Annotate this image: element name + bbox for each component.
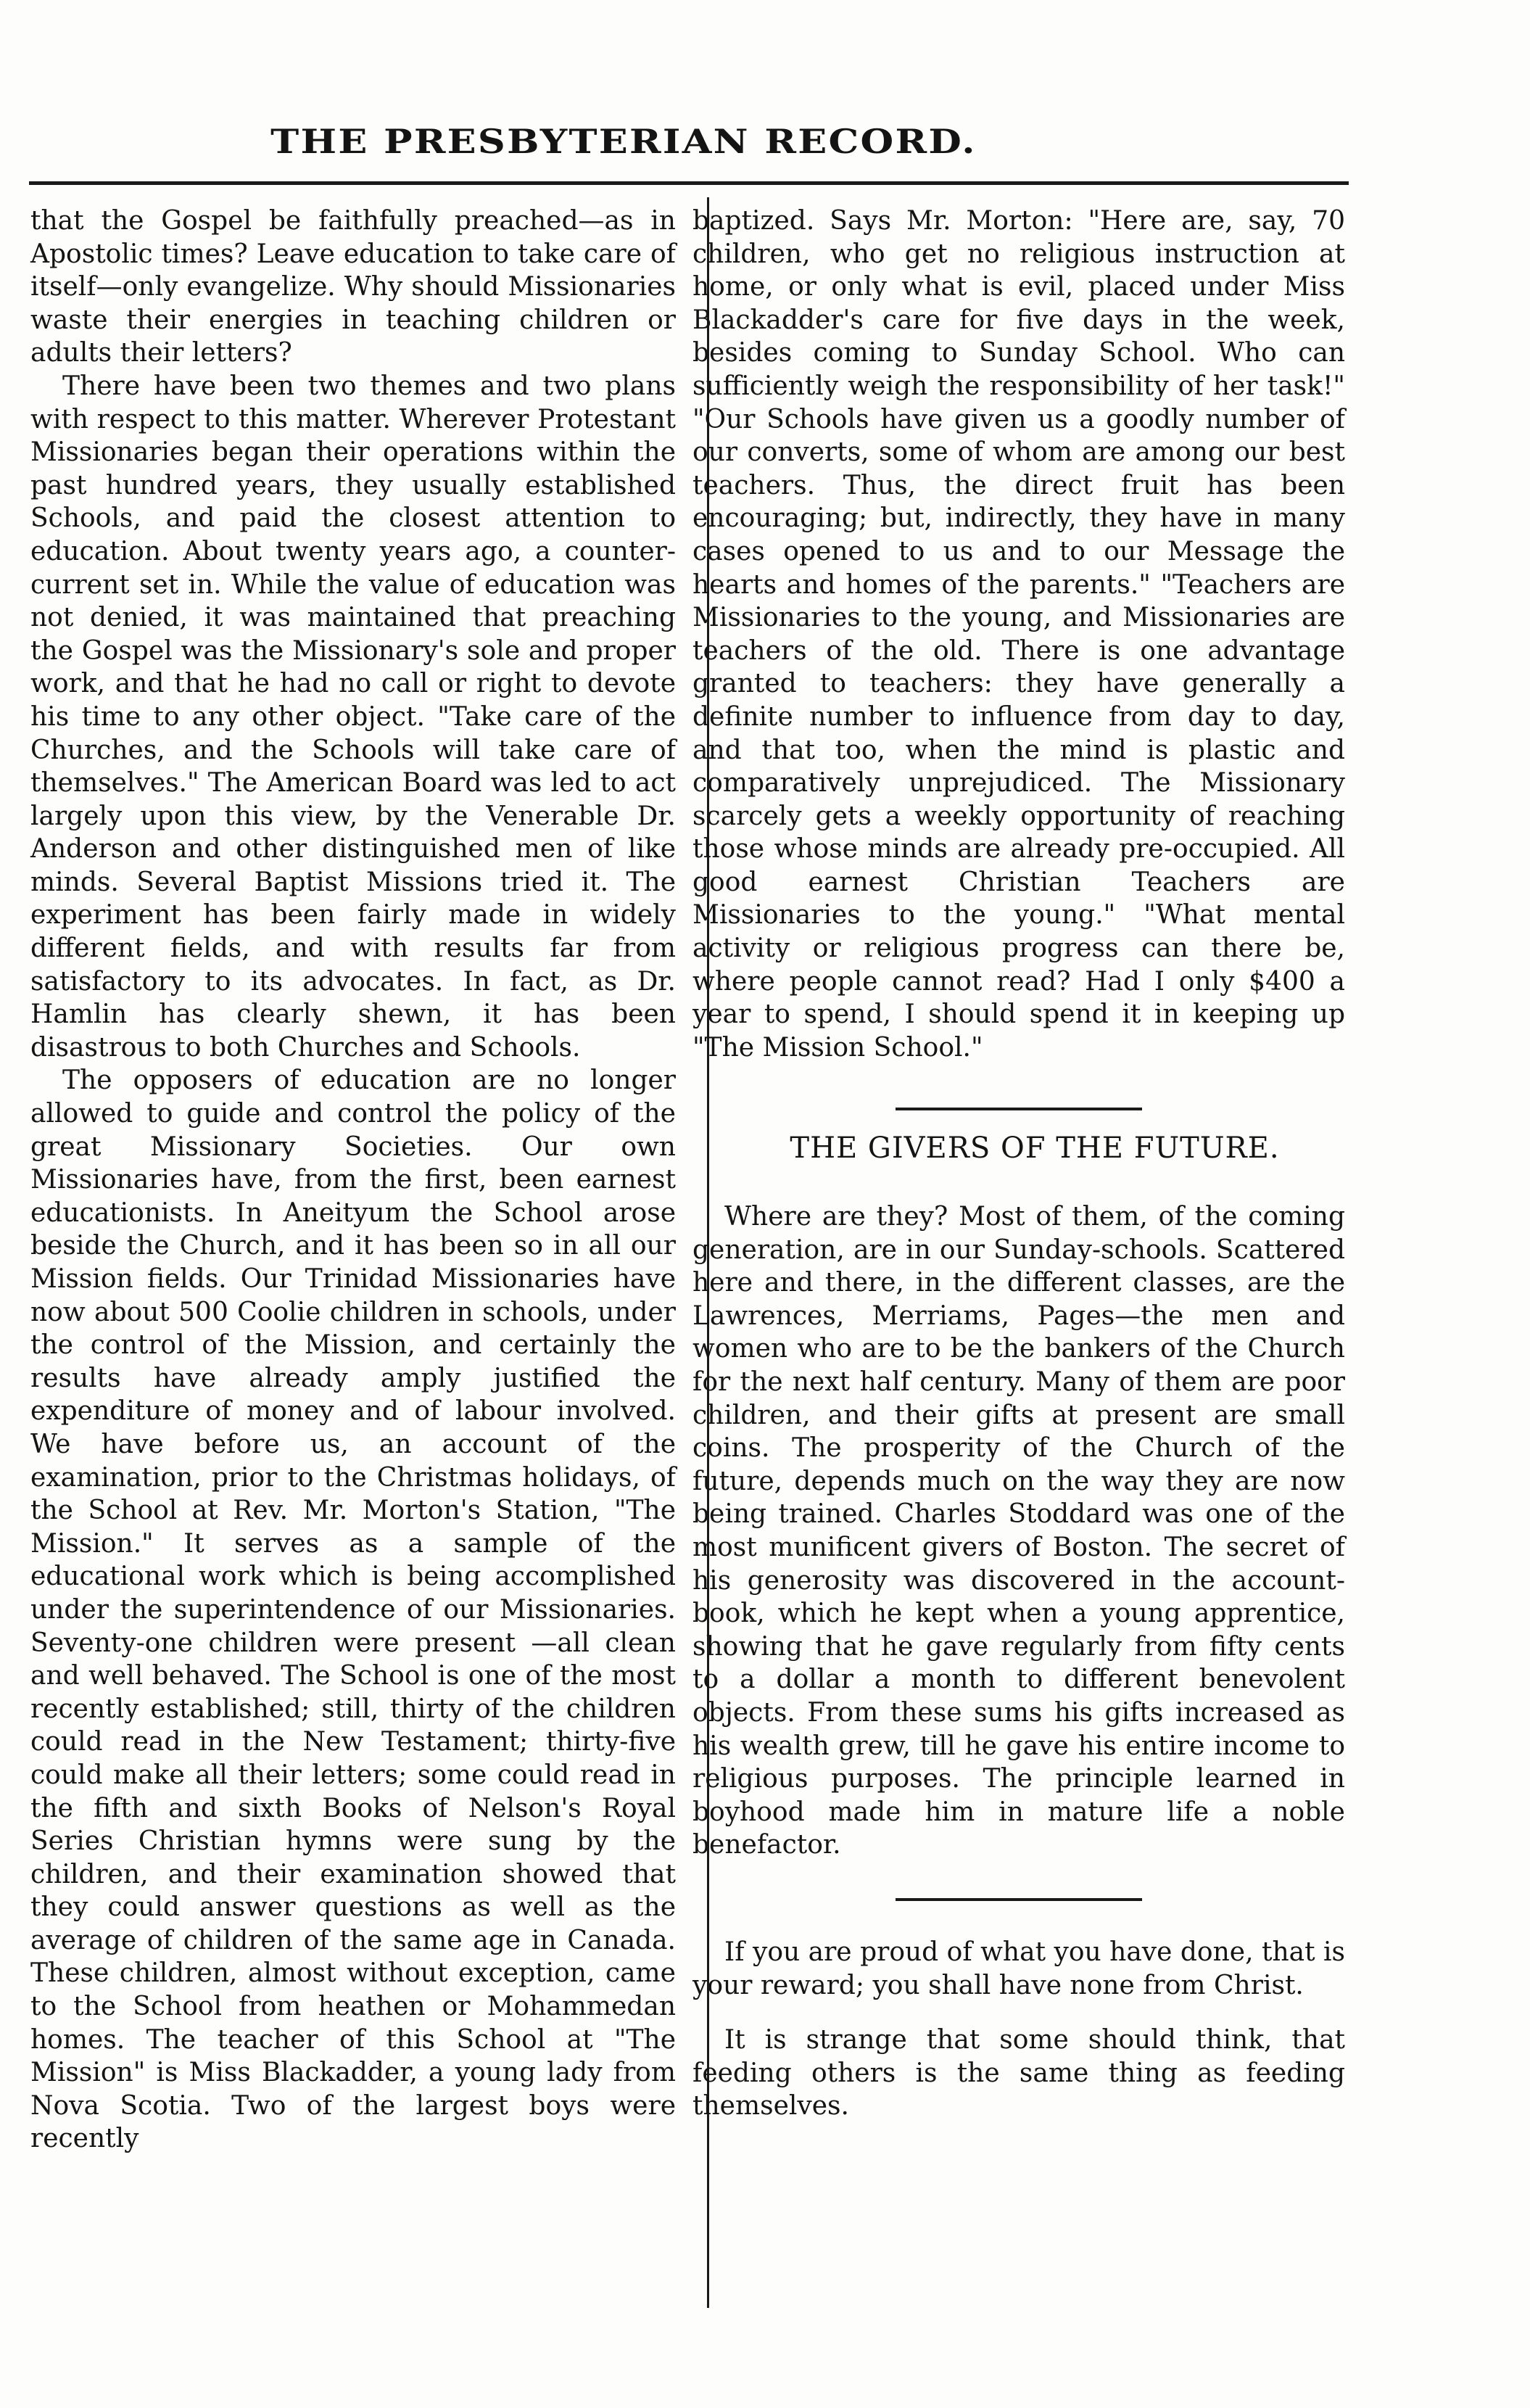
right-paragraph-4: It is strange that some should think, that feeding others is the same thing as feeding themselves. xyxy=(692,2025,1345,2122)
header-rule xyxy=(29,181,1349,185)
left-paragraph-2: There have been two themes and two plans with respect to this matter. Wherever Protestant Missionaries began their operations within the past hundred years, they usually established Schools, and paid the closest attention to education. About twenty years ago, a counter-current set in. While the value of education was not denied, it was maintained that preaching the Gospel was the Missionary's sole and proper work, and that he had no call or right to devote his time to any other object. "Take care of the Churches, and the Schools will take care of themselves." The American Board was led to act largely upon this view, by the Venerable Dr. Anderson and other distinguished men of like minds. Several Baptist Missions tried it. The experiment has been fairly made in widely different fields, and with results far from satisfactory to its advocates. In fact, as Dr. Hamlin has clearly shewn, it has been disastrous to both Churches and Schools. xyxy=(30,371,676,1063)
right-paragraph-1: baptized. Says Mr. Morton: "Here are, say, 70 children, who get no religious instruction at home, or only what is evil, placed under Miss Blackadder's care for five days in the week, besides coming to Sunday School. Who can sufficiently weigh the responsibility of her task!" "Our Schools have given us a goodly number of our converts, some of whom are among our best teachers. Thus, the direct fruit has been encouraging; but, indirectly, they have in many cases opened to us and to our Message the hearts and homes of the parents." "Teachers are Missionaries to the young, and Missionaries are teachers of the old. There is one advantage granted to teachers: they have generally a definite number to influence from day to day, and that too, when the mind is plastic and comparatively unprejudiced. The Missionary scarcely gets a weekly opportunity of reaching those whose minds are already pre-occupied. All good earnest Christian Teachers are Missionaries to the young." "What mental activity or religious progress can there be, where people cannot read? Had I only $400 a year to spend, I should spend it in keeping up "The Mission School." xyxy=(692,206,1345,1063)
masthead-title: THE PRESBYTERIAN RECORD. xyxy=(270,122,977,161)
right-paragraph-2: Where are they? Most of them, of the coming generation, are in our Sunday-schools. Scattered here and there, in the different classes, are the Lawrences, Merriams, Pages—the men and women who are to be the bankers of the Church for the next half century. Many of them are poor children, and their gifts at present are small coins. The prosperity of the Church of the future, depends much on the way they are now being trained. Charles Stoddard was one of the most munificent givers of Boston. The secret of his generosity was discovered in the account-book, which he kept when a young apprentice, showing that he gave regularly from fifty cents to a dollar a month to different benevolent objects. From these sums his gifts increased as his wealth grew, till he gave his entire income to religious purposes. The principle learned in boyhood made him in mature life a noble benefactor. xyxy=(692,1202,1345,1860)
section-title: THE GIVERS OF THE FUTURE. xyxy=(790,1131,1280,1166)
left-paragraph-3: The opposers of education are no longer allowed to guide and control the policy of the great Missionary Societies. Our own Missionaries have, from the first, been earnest educationists. In Aneityum the School arose beside the Church, and it has been so in all our Mission fields. Our Trinidad Missionaries have now about 500 Coolie children in schools, under the control of the Mission, and certainly the results have already amply justified the expenditure of money and of labour involved. We have before us, an account of the examination, prior to the Christmas holidays, of the School at Rev. Mr. Morton's Station, "The Mission." It serves as a sample of the educational work which is being accomplished under the superintendence of our Missionaries. Seventy-one children were present —all clean and well behaved. The School is one of the most recently established; still, thirty of the children could read in the New Testament; thirty-five could make all their letters; some could read in the fifth and sixth Books of Nelson's Royal Series Christian hymns were sung by the children, and their examination showed that they could answer questions as well as the average of children of the same age in Canada. These children, almost without exception, came to the School from heathen or Mohammedan homes. The teacher of this School at "The Mission" is Miss Blackadder, a young lady from Nova Scotia. Two of the largest boys were recently xyxy=(30,1065,676,2154)
right-paragraph-3: If you are proud of what you have done, that is your reward; you shall have none from Christ. xyxy=(692,1937,1345,2000)
left-column xyxy=(30,205,676,2156)
right-column xyxy=(692,205,1345,2123)
left-paragraph-1: that the Gospel be faithfully preached—as in Apostolic times? Leave education to take care of itself—only evangelize. Why should Missionaries waste their energies in teaching children or adults their letters? xyxy=(30,206,676,368)
